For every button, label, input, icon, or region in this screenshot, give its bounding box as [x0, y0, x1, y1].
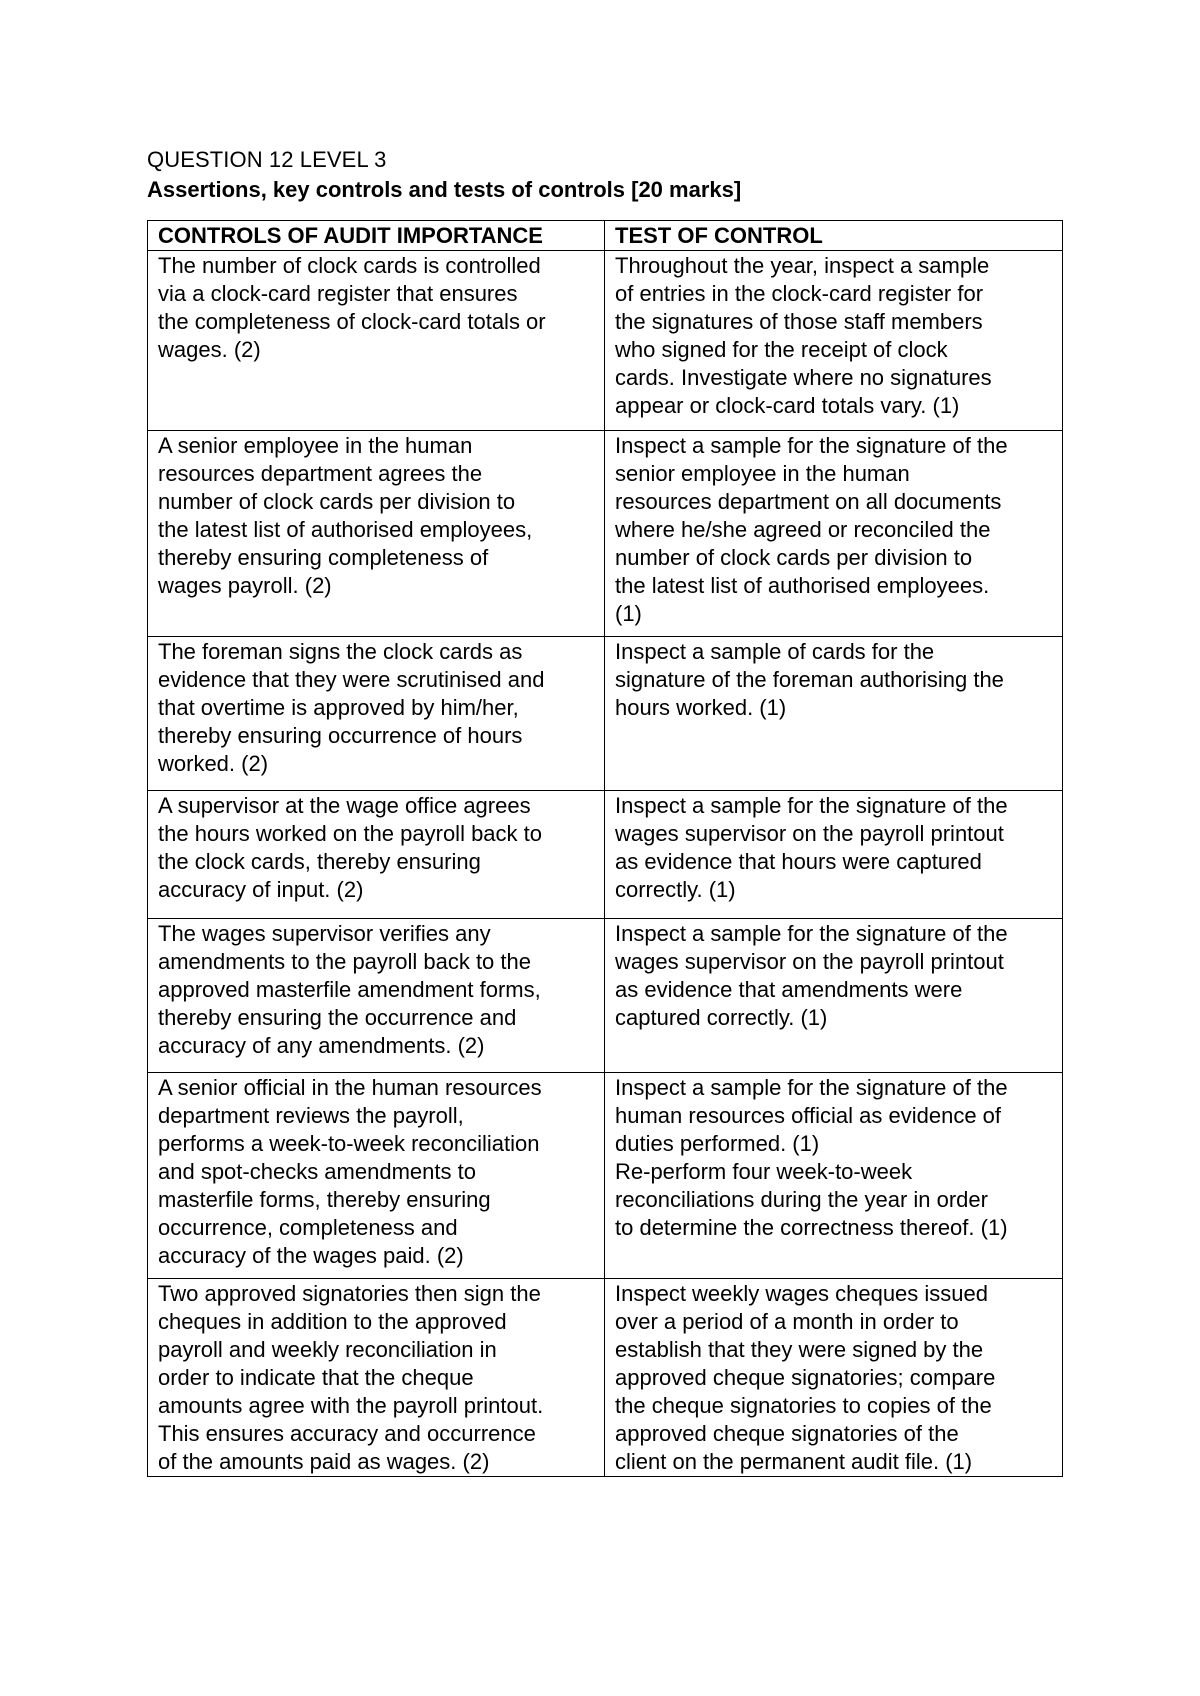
- cell-text-line: worked. (2): [158, 751, 269, 776]
- controls-table: [147, 220, 1063, 1477]
- cell-text-line: The number of clock cards is controlled: [158, 253, 541, 278]
- table-row: [148, 431, 1063, 637]
- cell-text-line: the cheque signatories to copies of the: [615, 1393, 992, 1418]
- cell-text-line: thereby ensuring occurrence of hours: [158, 723, 523, 748]
- header-controls: CONTROLS OF AUDIT IMPORTANCE: [148, 221, 605, 251]
- cell-text-line: cards. Investigate where no signatures: [615, 365, 992, 390]
- table-header-row: [148, 221, 1063, 251]
- cell-text-line: Inspect a sample for the signature of the: [615, 793, 1008, 818]
- test-cell: [605, 1073, 1063, 1279]
- cell-text-line: wages. (2): [158, 337, 261, 362]
- cell-text-line: where he/she agreed or reconciled the: [615, 517, 991, 542]
- table-row: [148, 251, 1063, 431]
- cell-text-line: accuracy of input. (2): [158, 877, 364, 902]
- question-subheading: Assertions, key controls and tests of controls [20 marks]: [147, 177, 742, 202]
- table-row: [148, 791, 1063, 919]
- control-cell: [148, 1279, 605, 1477]
- cell-text-line: A senior official in the human resources: [158, 1075, 542, 1100]
- cell-text-line: correctly. (1): [615, 877, 736, 902]
- header-test-of-control: TEST OF CONTROL: [605, 221, 1063, 251]
- cell-text-line: Inspect weekly wages cheques issued: [615, 1281, 988, 1306]
- table-row: [148, 637, 1063, 791]
- cell-text-line: Two approved signatories then sign the: [158, 1281, 541, 1306]
- test-cell: [605, 1279, 1063, 1477]
- table-row: [148, 1073, 1063, 1279]
- cell-text-line: The wages supervisor verifies any: [158, 921, 491, 946]
- cell-text-line: as evidence that amendments were: [615, 977, 963, 1002]
- cell-text-line: the hours worked on the payroll back to: [158, 821, 543, 846]
- cell-text-line: establish that they were signed by the: [615, 1337, 984, 1362]
- cell-text-line: number of clock cards per division to: [158, 489, 516, 514]
- cell-text-line: wages supervisor on the payroll printout: [615, 949, 1004, 974]
- cell-text-line: over a period of a month in order to: [615, 1309, 959, 1334]
- table-row: [148, 919, 1063, 1073]
- cell-text-line: the latest list of authorised employees,: [158, 517, 533, 542]
- cell-text-line: the completeness of clock-card totals or: [158, 309, 546, 334]
- cell-text-line: resources department agrees the: [158, 461, 483, 486]
- control-cell: [148, 1073, 605, 1279]
- cell-text-line: human resources official as evidence of: [615, 1103, 1002, 1128]
- test-cell: [605, 637, 1063, 791]
- cell-text-line: that overtime is approved by him/her,: [158, 695, 519, 720]
- cell-text-line: as evidence that hours were captured: [615, 849, 982, 874]
- cell-text-line: the signatures of those staff members: [615, 309, 983, 334]
- table-body: [148, 251, 1063, 1477]
- cell-text-line: payroll and weekly reconciliation in: [158, 1337, 497, 1362]
- cell-text-line: approved cheque signatories of the: [615, 1421, 959, 1446]
- test-cell: [605, 919, 1063, 1073]
- cell-text-line: Inspect a sample of cards for the: [615, 639, 935, 664]
- control-cell: [148, 791, 605, 919]
- table-row: [148, 1279, 1063, 1477]
- question-heading: QUESTION 12 LEVEL 3: [147, 147, 387, 172]
- cell-text-line: Re-perform four week-to-week: [615, 1159, 913, 1184]
- test-cell: [605, 251, 1063, 431]
- cell-text-line: occurrence, completeness and: [158, 1215, 458, 1240]
- cell-text-line: the clock cards, thereby ensuring: [158, 849, 481, 874]
- cell-text-line: masterfile forms, thereby ensuring: [158, 1187, 491, 1212]
- cell-text-line: cheques in addition to the approved: [158, 1309, 507, 1334]
- cell-text-line: resources department on all documents: [615, 489, 1002, 514]
- control-cell: [148, 431, 605, 637]
- cell-text-line: Inspect a sample for the signature of the: [615, 1075, 1008, 1100]
- cell-text-line: to determine the correctness thereof. (1): [615, 1215, 1008, 1240]
- cell-text-line: Inspect a sample for the signature of the: [615, 921, 1008, 946]
- cell-text-line: approved masterfile amendment forms,: [158, 977, 541, 1002]
- cell-text-line: amendments to the payroll back to the: [158, 949, 531, 974]
- cell-text-line: approved cheque signatories; compare: [615, 1365, 996, 1390]
- cell-text-line: accuracy of the wages paid. (2): [158, 1243, 464, 1268]
- cell-text-line: wages supervisor on the payroll printout: [615, 821, 1004, 846]
- cell-text-line: of entries in the clock-card register for: [615, 281, 984, 306]
- cell-text-line: thereby ensuring completeness of: [158, 545, 489, 570]
- cell-text-line: wages payroll. (2): [158, 573, 332, 598]
- cell-text-line: and spot-checks amendments to: [158, 1159, 476, 1184]
- cell-text-line: reconciliations during the year in order: [615, 1187, 988, 1212]
- cell-text-line: captured correctly. (1): [615, 1005, 828, 1030]
- cell-text-line: The foreman signs the clock cards as: [158, 639, 523, 664]
- test-cell: [605, 791, 1063, 919]
- cell-text-line: signature of the foreman authorising the: [615, 667, 1004, 692]
- cell-text-line: hours worked. (1): [615, 695, 787, 720]
- control-cell: [148, 251, 605, 431]
- cell-text-line: This ensures accuracy and occurrence: [158, 1421, 536, 1446]
- cell-text-line: department reviews the payroll,: [158, 1103, 464, 1128]
- cell-text-line: the latest list of authorised employees.: [615, 573, 990, 598]
- cell-text-line: A supervisor at the wage office agrees: [158, 793, 531, 818]
- cell-text-line: of the amounts paid as wages. (2): [158, 1449, 490, 1474]
- test-cell: [605, 431, 1063, 637]
- cell-text-line: evidence that they were scrutinised and: [158, 667, 545, 692]
- cell-text-line: via a clock-card register that ensures: [158, 281, 518, 306]
- cell-text-line: order to indicate that the cheque: [158, 1365, 474, 1390]
- cell-text-line: client on the permanent audit file. (1): [615, 1449, 973, 1474]
- cell-text-line: amounts agree with the payroll printout.: [158, 1393, 544, 1418]
- cell-text-line: thereby ensuring the occurrence and: [158, 1005, 517, 1030]
- cell-text-line: duties performed. (1): [615, 1131, 820, 1156]
- cell-text-line: Throughout the year, inspect a sample: [615, 253, 990, 278]
- cell-text-line: number of clock cards per division to: [615, 545, 973, 570]
- control-cell: [148, 637, 605, 791]
- cell-text-line: appear or clock-card totals vary. (1): [615, 393, 960, 418]
- cell-text-line: A senior employee in the human: [158, 433, 473, 458]
- cell-text-line: senior employee in the human: [615, 461, 910, 486]
- cell-text-line: who signed for the receipt of clock: [615, 337, 948, 362]
- cell-text-line: Inspect a sample for the signature of the: [615, 433, 1008, 458]
- cell-text-line: accuracy of any amendments. (2): [158, 1033, 485, 1058]
- cell-text-line: performs a week-to-week reconciliation: [158, 1131, 540, 1156]
- control-cell: [148, 919, 605, 1073]
- cell-text-line: (1): [615, 601, 642, 626]
